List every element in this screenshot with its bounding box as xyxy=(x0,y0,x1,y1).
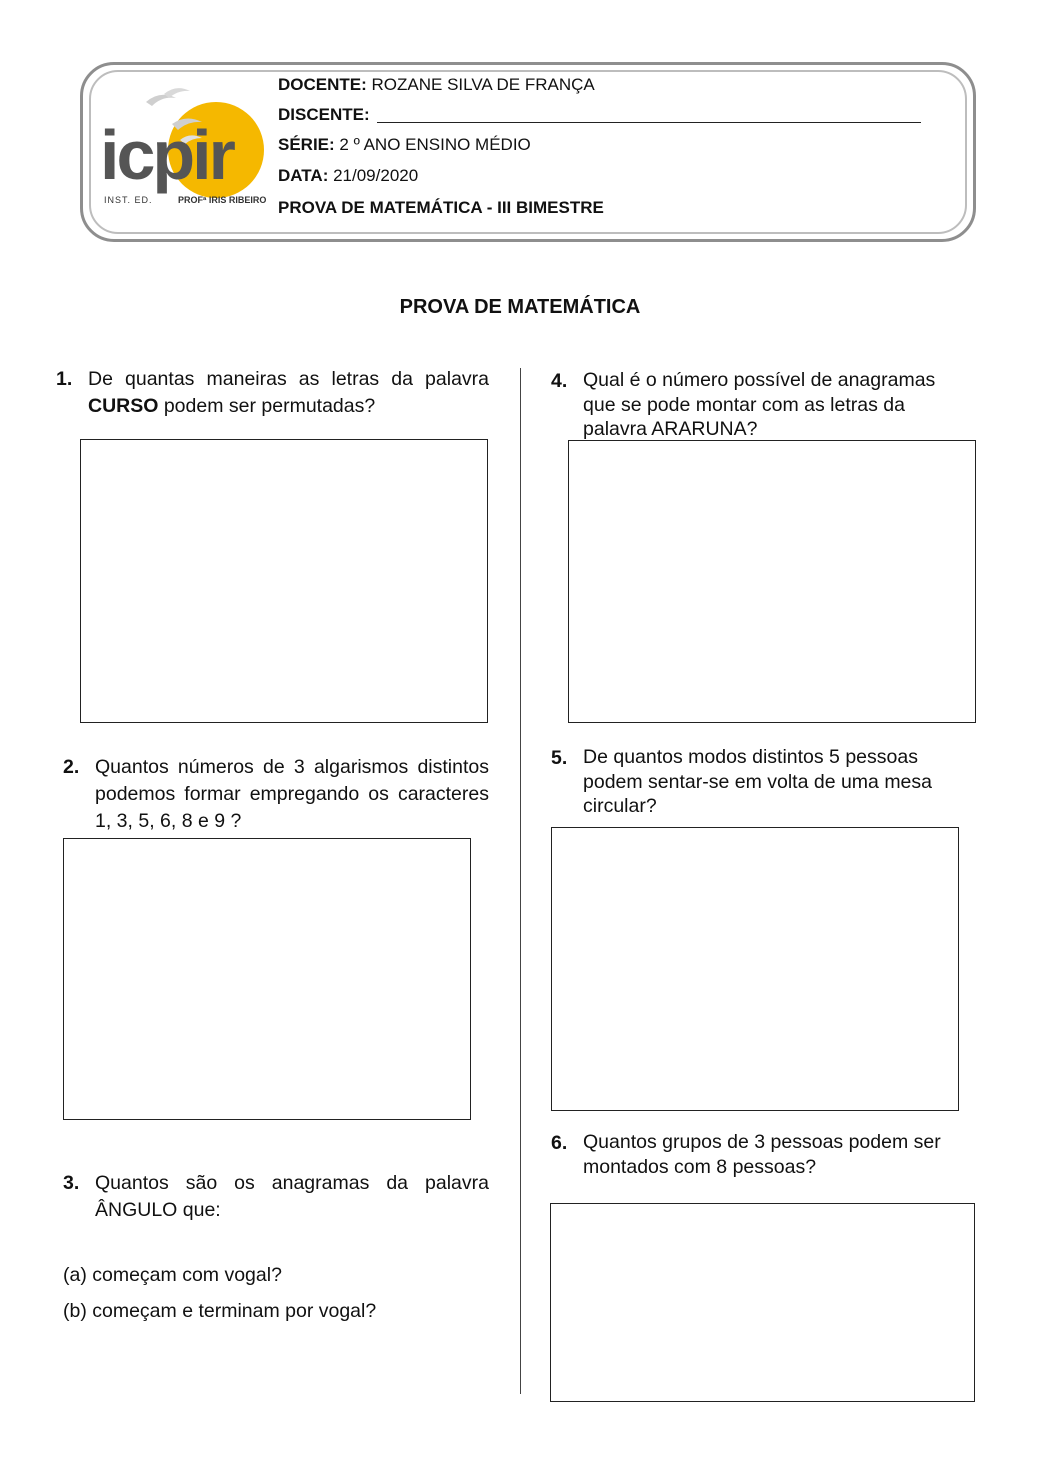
question-3-option-b: (b) começam e terminam por vogal? xyxy=(63,1300,377,1322)
discente-input-line[interactable] xyxy=(377,122,921,123)
question-text: Quantos grupos de 3 pessoas podem ser montados com 8 pessoas? xyxy=(583,1131,941,1178)
question-number: 6. xyxy=(551,1132,568,1154)
docente-value: ROZANE SILVA DE FRANÇA xyxy=(371,75,595,94)
question-text: Quantos números de 3 algarismos distintos podemos formar empregando os caracteres 1, 3, 5, 6, 8 e 9 ? xyxy=(95,756,489,832)
logo-wordmark: icpir xyxy=(100,116,233,194)
logo-inst-label: INST. ED. xyxy=(104,195,153,205)
serie-row xyxy=(278,135,531,155)
school-logo xyxy=(98,80,274,210)
serie-label: SÉRIE: xyxy=(278,135,335,154)
question-4 xyxy=(551,368,971,442)
prova-header: PROVA DE MATEMÁTICA - III BIMESTRE xyxy=(278,198,604,217)
question-3-option-a: (a) começam com vogal? xyxy=(63,1264,282,1286)
question-number: 1. xyxy=(56,368,73,390)
answer-box-6[interactable] xyxy=(550,1203,975,1402)
question-6 xyxy=(551,1130,971,1179)
question-2 xyxy=(63,754,489,835)
question-text: De quantos modos distintos 5 pessoas podem sentar-se em volta de uma mesa circular? xyxy=(583,746,933,817)
question-number: 2. xyxy=(63,756,80,778)
column-divider xyxy=(520,368,521,1394)
serie-value: 2 º ANO ENSINO MÉDIO xyxy=(339,135,531,154)
question-3 xyxy=(63,1170,489,1224)
data-value: 21/09/2020 xyxy=(333,166,419,185)
answer-box-4[interactable] xyxy=(568,440,976,723)
docente-row xyxy=(278,75,595,95)
question-number: 5. xyxy=(551,747,568,769)
data-label: DATA: xyxy=(278,166,329,185)
question-1 xyxy=(56,366,489,420)
data-row xyxy=(278,166,418,186)
docente-label: DOCENTE: xyxy=(278,75,367,94)
logo-prof-label: PROFª IRIS RIBEIRO xyxy=(178,195,267,205)
question-number: 4. xyxy=(551,370,568,392)
answer-box-2[interactable] xyxy=(63,838,471,1120)
question-text: Qual é o número possível de anagramas que se pode montar com as letras da palavra ARARUNA? xyxy=(583,369,936,440)
question-5 xyxy=(551,745,971,819)
question-text-part: De quantas maneiras as letras da palavra xyxy=(88,368,489,390)
question-text xyxy=(56,366,489,420)
discente-row xyxy=(278,105,370,125)
answer-box-5[interactable] xyxy=(551,827,959,1111)
page-title: PROVA DE MATEMÁTICA xyxy=(399,296,641,318)
question-text-part: podem ser permutadas? xyxy=(158,395,376,417)
discente-label: DISCENTE: xyxy=(278,105,370,124)
question-number: 3. xyxy=(63,1172,80,1194)
question-text: Quantos são os anagramas da palavra ÂNGULO que: xyxy=(95,1172,489,1221)
question-keyword: CURSO xyxy=(88,395,159,417)
answer-box-1[interactable] xyxy=(80,439,488,723)
